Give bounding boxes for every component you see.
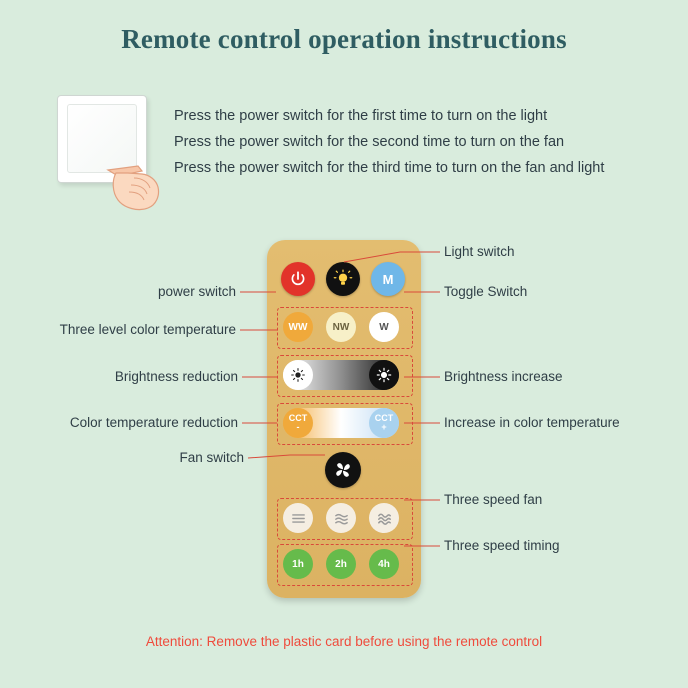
power-switch-button[interactable] <box>281 262 315 296</box>
fan-speed-3-button[interactable] <box>369 503 399 533</box>
instruction-line-1: Press the power switch for the first time to turn on the light <box>174 108 548 124</box>
timer-4h-button[interactable]: 4h <box>369 549 399 579</box>
brightness-high-icon <box>376 367 392 383</box>
brightness-increase-button[interactable] <box>369 360 399 390</box>
speed-medium-icon <box>333 512 350 525</box>
cct-increase-sign: + <box>381 422 387 432</box>
cct-decrease-sign: - <box>296 422 300 432</box>
cct-decrease-button[interactable] <box>283 408 313 438</box>
light-switch-button[interactable] <box>326 262 360 296</box>
speed-low-icon <box>290 512 307 525</box>
power-icon <box>289 270 307 288</box>
fan-switch-button[interactable] <box>325 452 361 488</box>
instruction-list <box>174 103 684 181</box>
timer-2h-button[interactable]: 2h <box>326 549 356 579</box>
callout-power-switch: power switch <box>157 284 236 299</box>
brightness-reduction-button[interactable] <box>283 360 313 390</box>
instruction-line-2: Press the power switch for the second time to turn on the fan <box>174 134 565 150</box>
callout-toggle-switch: Toggle Switch <box>444 284 528 299</box>
callout-fan-switch: Fan switch <box>179 450 244 465</box>
neutral-white-button[interactable]: NW <box>326 312 356 342</box>
callout-brightness-increase: Brightness increase <box>444 369 563 384</box>
callout-three-speed-fan: Three speed fan <box>444 492 543 507</box>
callout-brightness-reduction: Brightness reduction <box>114 369 238 384</box>
bulb-icon <box>333 269 353 289</box>
callout-color-temperature-reduction: Color temperature reduction <box>69 415 238 430</box>
fan-speed-1-button[interactable] <box>283 503 313 533</box>
brightness-low-icon <box>290 367 306 383</box>
speed-high-icon <box>376 512 393 525</box>
fan-speed-2-button[interactable] <box>326 503 356 533</box>
instruction-line-3: Press the power switch for the third time to turn on the fan and light <box>174 160 605 176</box>
remote-control <box>267 240 421 598</box>
callout-three-speed-timing: Three speed timing <box>444 538 560 553</box>
attention-note: Attention: Remove the plastic card before using the remote control <box>145 634 543 649</box>
callout-increase-in-color-temperature: Increase in color temperature <box>444 415 620 430</box>
white-button[interactable]: W <box>369 312 399 342</box>
cct-increase-label: CCT <box>374 413 394 423</box>
callout-three-level-color-temperature: Three level color temperature <box>59 322 236 337</box>
toggle-switch-button[interactable]: M <box>371 262 405 296</box>
warm-white-button[interactable]: WW <box>283 312 313 342</box>
timer-1h-button[interactable]: 1h <box>283 549 313 579</box>
fan-icon <box>332 459 354 481</box>
page-title: Remote control operation instructions <box>121 24 567 54</box>
hand-pointing-icon <box>98 140 178 220</box>
callout-light-switch: Light switch <box>444 244 515 259</box>
cct-increase-button[interactable] <box>369 408 399 438</box>
cct-decrease-label: CCT <box>288 413 308 423</box>
